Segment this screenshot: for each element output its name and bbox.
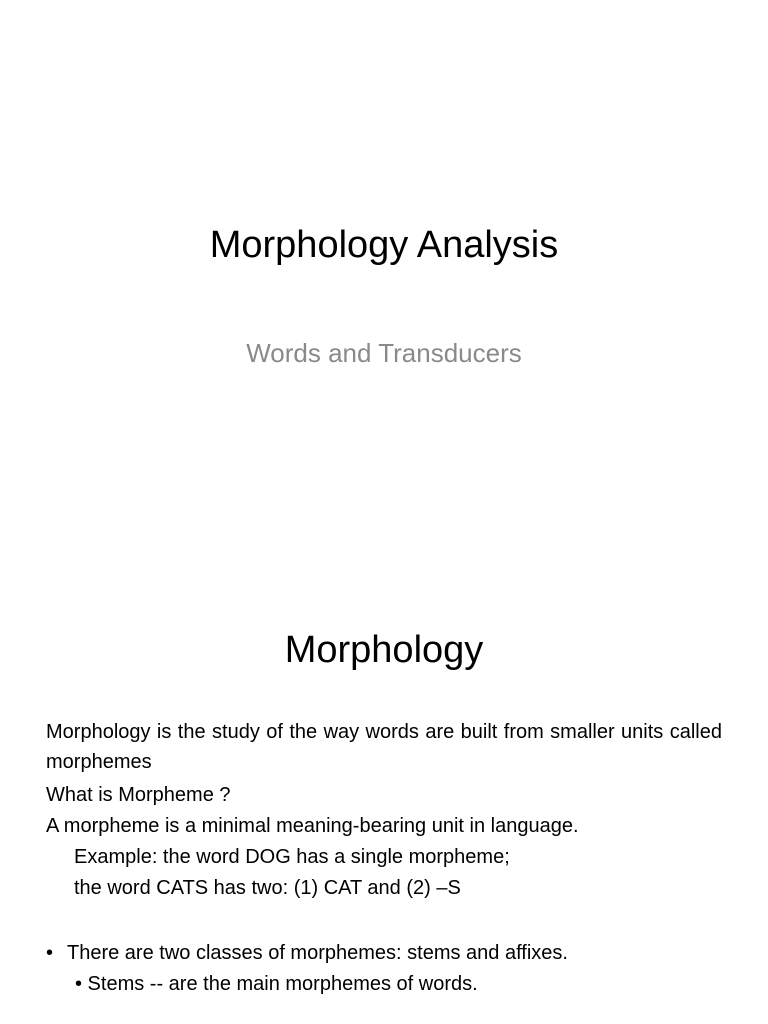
definition-text: Morphology is the study of the way words are built from smaller units called morphemes	[46, 721, 722, 773]
bullet-mark: •	[46, 942, 54, 964]
slide-2-title: Morphology	[284, 629, 484, 671]
slide-morphology	[0, 576, 768, 1024]
bullet-item	[46, 938, 722, 969]
slide-1-subtitle: Words and Transducers	[246, 338, 522, 368]
question-text: What is Morpheme ?	[46, 784, 231, 806]
slide-1-title: Morphology Analysis	[209, 224, 559, 266]
example-line-2: the word CATS has two: (1) CAT and (2) –S	[74, 877, 461, 899]
slide-2-body	[46, 717, 722, 1000]
sub-bullet-item: • Stems -- are the main morphemes of words.	[75, 973, 478, 995]
example-line-1: Example: the word DOG has a single morpheme;	[74, 846, 510, 868]
answer-text: A morpheme is a minimal meaning-bearing unit in language.	[46, 815, 579, 837]
spacer	[46, 904, 722, 938]
bullet-text: There are two classes of morphemes: stems and affixes.	[67, 942, 568, 964]
